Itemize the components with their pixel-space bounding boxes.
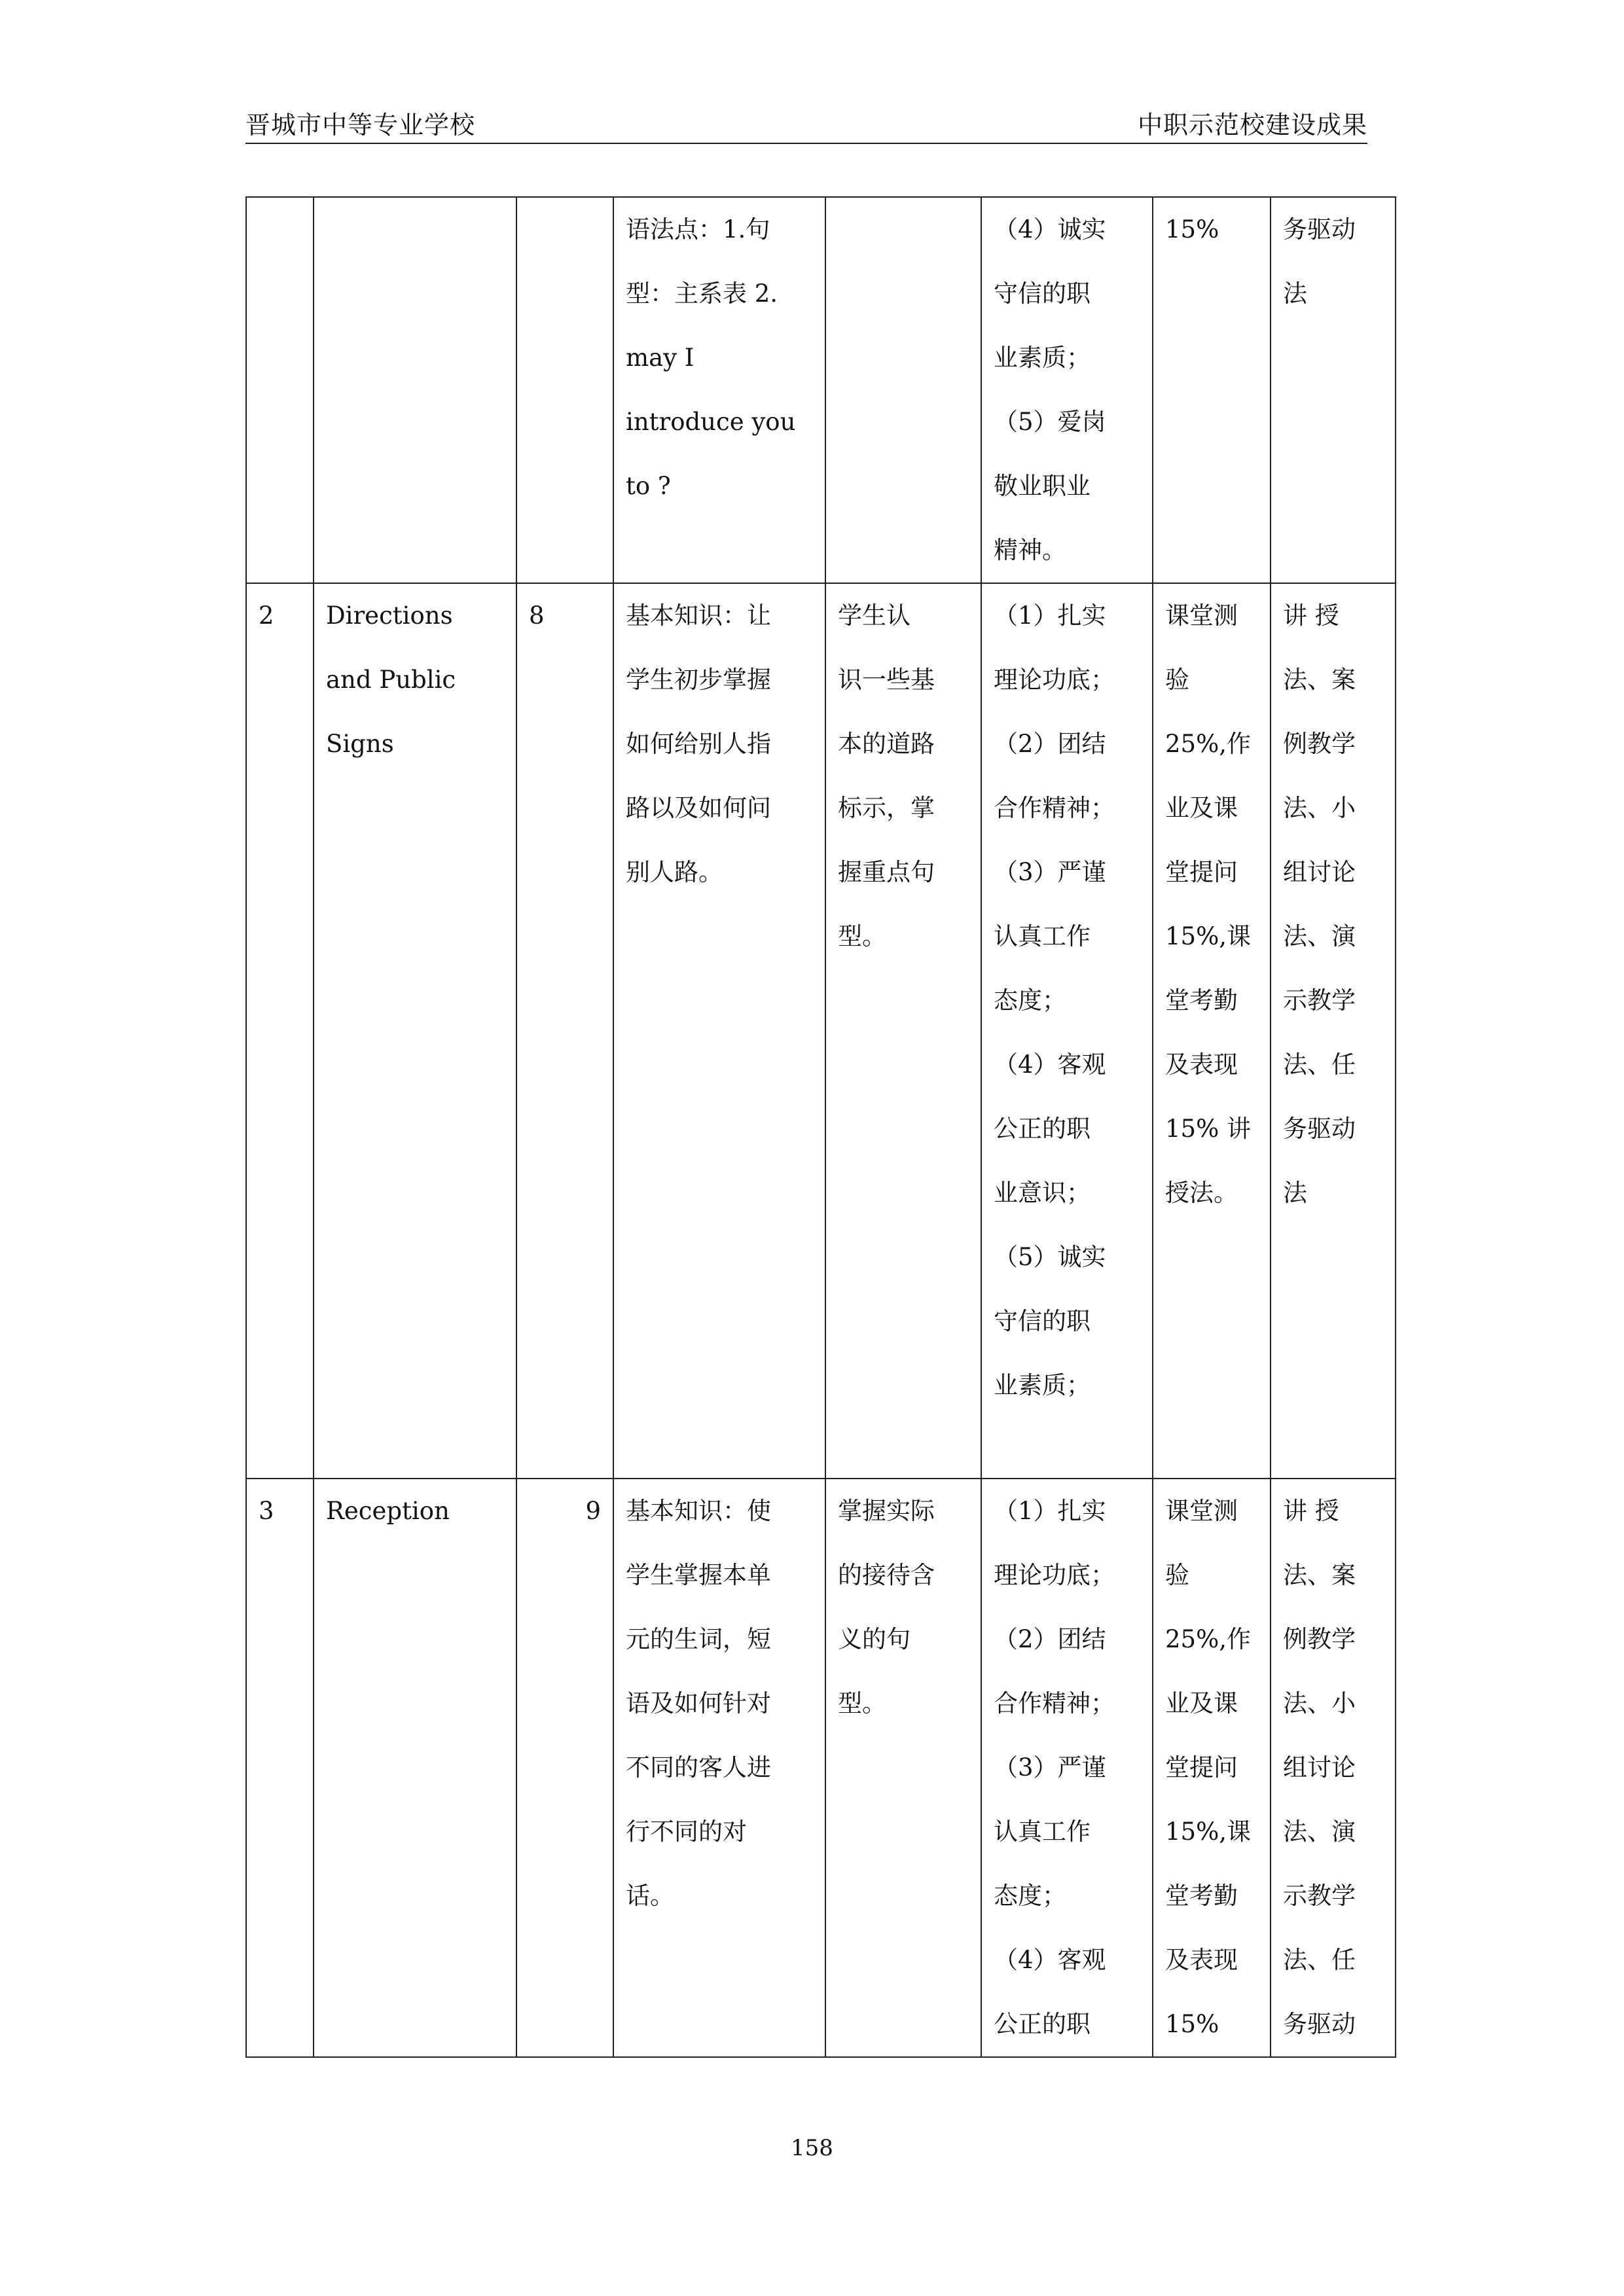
cell-content: 基本知识：让 学生初步掌握 如何给别人指 路以及如何问 别人路。 [613,583,825,1479]
cell-no: 2 [246,583,314,1479]
cell-method: 讲 授 法、案 例教学 法、小 组讨论 法、演 示教学 法、任 务驱动 [1271,1479,1396,2057]
cell-unit: Directions and Public Signs [314,583,516,1479]
cell-unit [314,197,516,583]
table-row [246,197,1396,583]
cell-no [246,197,314,583]
cell-quality: （1）扎实 理论功底； （2）团结 合作精神； （3）严谨 认真工作 态度； （4）客观 公正的职 业意识； （5）诚实 守信的职 业素质； [981,583,1153,1479]
cell-content: 语法点：1.句 型：主系表 2. may I introduce you to ? [613,197,825,583]
cell-hours [516,197,613,583]
cell-unit: Reception [314,1479,516,2057]
cell-objective [825,197,981,583]
cell-quality: （4）诚实 守信的职 业素质； （5）爱岗 敬业职业 精神。 [981,197,1153,583]
table-row [246,1479,1396,2057]
cell-objective: 掌握实际 的接待含 义的句 型。 [825,1479,981,2057]
curriculum-table [245,196,1396,2058]
cell-method: 务驱动 法 [1271,197,1396,583]
cell-objective: 学生认 识一些基 本的道路 标示，掌 握重点句 型。 [825,583,981,1479]
header-divider [245,143,1367,144]
table-row [246,583,1396,1479]
cell-assessment: 课堂测 验 25%,作 业及课 堂提问 15%,课 堂考勤 及表现 15% [1153,1479,1271,2057]
header-school-name: 晋城市中等专业学校 [245,111,476,139]
cell-no: 3 [246,1479,314,2057]
cell-method: 讲 授 法、案 例教学 法、小 组讨论 法、演 示教学 法、任 务驱动 法 [1271,583,1396,1479]
cell-assessment: 课堂测 验 25%,作 业及课 堂提问 15%,课 堂考勤 及表现 15% 讲 授法。 [1153,583,1271,1479]
header-section-title: 中职示范校建设成果 [1137,111,1367,139]
cell-content: 基本知识：使 学生掌握本单 元的生词，短 语及如何针对 不同的客人进 行不同的对 话。 [613,1479,825,2057]
cell-assessment: 15% [1153,197,1271,583]
cell-hours: 9 [516,1479,613,2057]
cell-hours: 8 [516,583,613,1479]
cell-quality: （1）扎实 理论功底； （2）团结 合作精神； （3）严谨 认真工作 态度； （4）客观 公正的职 [981,1479,1153,2057]
page-number: 158 [791,2135,833,2161]
